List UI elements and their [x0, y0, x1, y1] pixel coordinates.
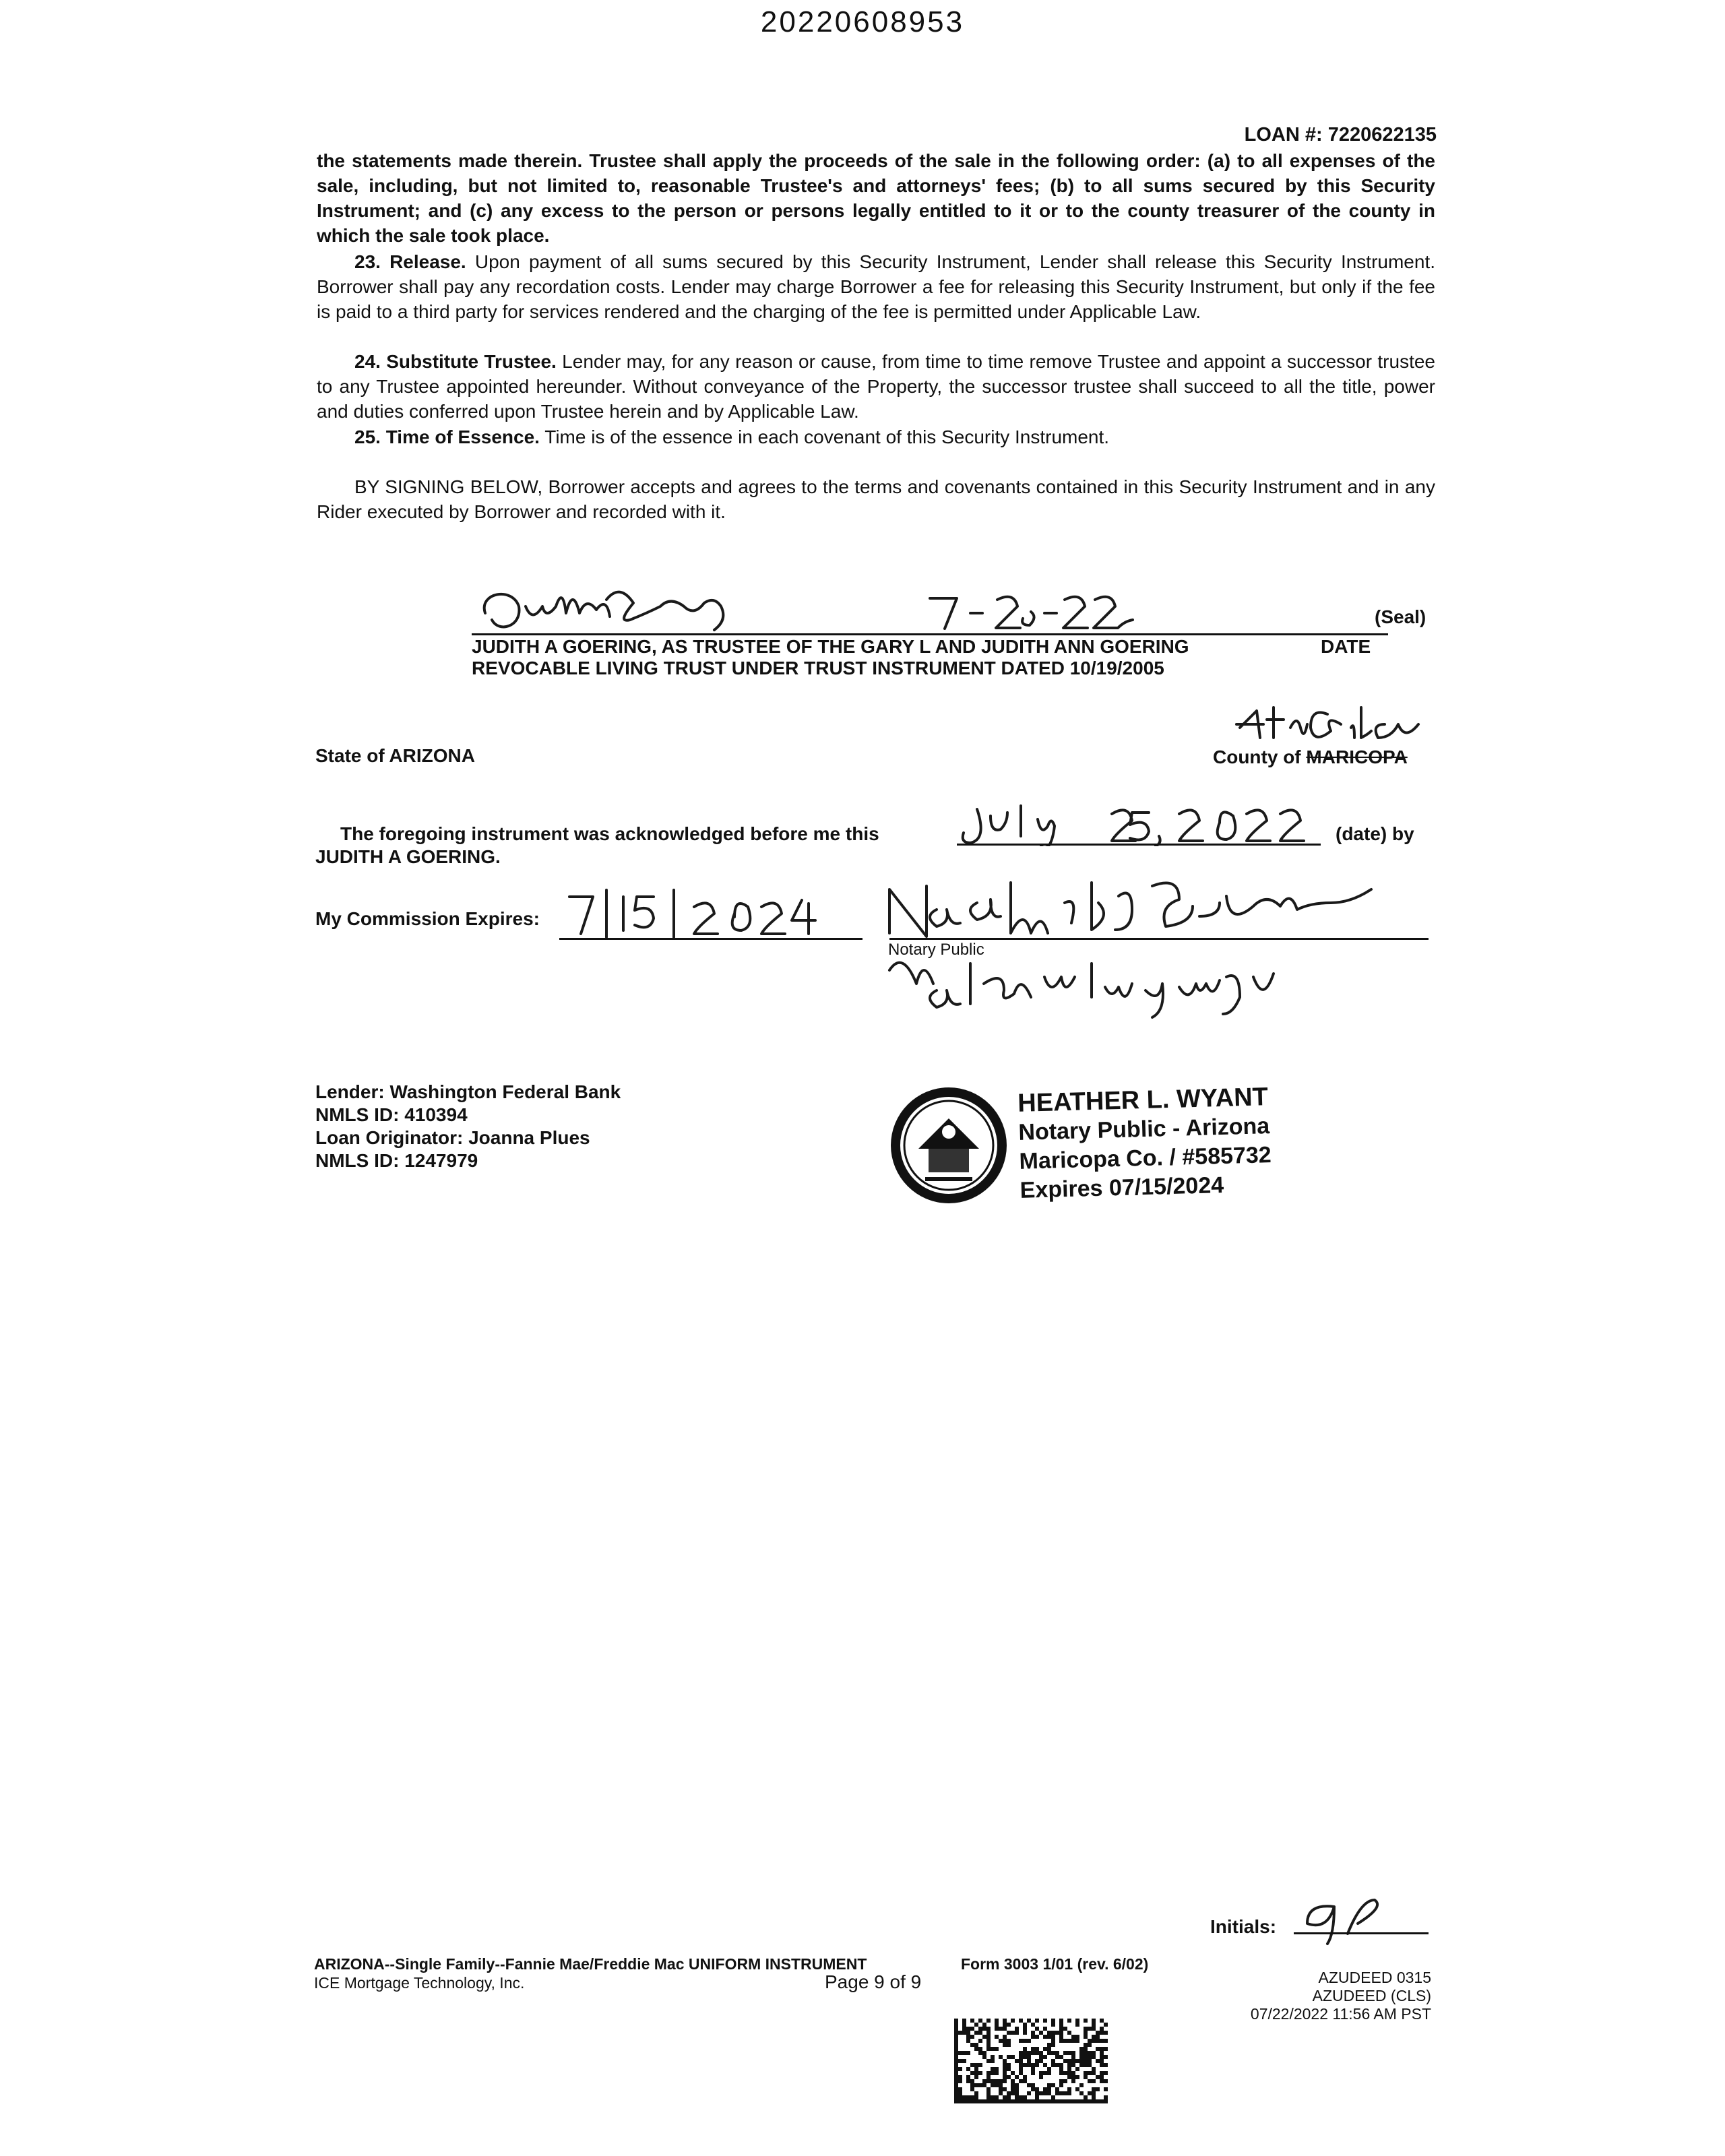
lender-nmls: NMLS ID: 410394	[315, 1104, 468, 1125]
section-24-text: Lender may, for any reason or cause, from time to time remove Trustee and appoint a successor trustee to any Trustee appointed hereunder. Without conveyance of the Property, the successor trustee shall succeed to all the title, power and duties conferred upon Trustee herein and by Applicable Law.	[317, 351, 1435, 422]
section-23-heading: 23. Release.	[354, 251, 466, 272]
section-25-time-of-essence	[317, 424, 1435, 449]
section-23-release	[317, 249, 1435, 324]
form-title: ARIZONA--Single Family--Fannie Mae/Freddie Mac UNIFORM INSTRUMENT	[314, 1955, 867, 1973]
section-24-substitute-trustee	[317, 349, 1435, 424]
borrower-signature-line	[472, 633, 1388, 635]
stamp-notary-name: HEATHER L. WYANT	[1017, 1083, 1269, 1118]
county-handwriting-image	[1233, 701, 1435, 748]
stamp-expires: Expires 07/15/2024	[1020, 1172, 1224, 1203]
county-struck-value: MARICOPA	[1306, 747, 1408, 767]
commission-date-handwritten	[559, 887, 856, 941]
date-label: DATE	[1321, 636, 1371, 657]
paragraph-sale-proceeds: the statements made therein. Trustee shall apply the proceeds of the sale in the following order: (a) to all expenses of the sale, including, but not limited to, reasonable Trustee's and attorneys' fees; (b) to all sums secured by this Security Instrument; and (c) any excess to the person or persons legally entitled to it or to the county treasurer of the county in which the sale took place.	[317, 150, 1435, 246]
lender-info	[315, 1081, 621, 1172]
barcode-icon	[954, 2019, 1109, 2103]
signing-statement	[317, 474, 1435, 524]
notary-signature-line	[889, 938, 1429, 940]
section-25-text: Time is of the essence in each covenant of this Security Instrument.	[544, 426, 1110, 447]
seal-label: (Seal)	[1375, 606, 1426, 627]
county-field	[1213, 747, 1408, 768]
signer-name-line1: JUDITH A GOERING, AS TRUSTEE OF THE GARY L AND JUDITH ANN GOERING	[472, 636, 1189, 657]
acknowledgment-date-underline	[957, 844, 1321, 846]
section-24-heading: 24. Substitute Trustee.	[354, 351, 557, 372]
lender-name: Lender: Washington Federal Bank	[315, 1081, 621, 1102]
notary-public-label: Notary Public	[888, 941, 984, 959]
acknowledgment-date-line	[957, 844, 1321, 846]
initials-line	[1294, 1932, 1429, 1934]
borrower-signature-area	[472, 579, 1388, 636]
initials-handwritten	[1294, 1893, 1429, 1947]
commission-date-image	[559, 887, 856, 941]
signing-text: BY SIGNING BELOW, Borrower accepts and agrees to the terms and covenants contained in this Security Instrument and in any Rider executed by Borrower and recorded with it.	[317, 476, 1435, 522]
notary-state: State of ARIZONA	[315, 745, 475, 766]
acknowledgment-date-handwritten	[957, 799, 1334, 846]
stamp-title: Notary Public - Arizona	[1017, 1113, 1270, 1145]
signer-name-line2: REVOCABLE LIVING TRUST UNDER TRUST INSTRUMENT DATED 10/19/2005	[472, 658, 1164, 678]
document-code-1: AZUDEED 0315	[1318, 1969, 1431, 1986]
initials-label: Initials:	[1210, 1916, 1277, 1937]
borrower-signature-image	[472, 579, 1388, 636]
stamp-county-commission: Maricopa Co. / #585732	[1019, 1142, 1272, 1174]
section-25-heading: 25. Time of Essence.	[354, 426, 540, 447]
originator-nmls: NMLS ID: 1247979	[315, 1150, 478, 1171]
vendor-name: ICE Mortgage Technology, Inc.	[314, 1974, 525, 1992]
notary-stamp-text	[1017, 1083, 1273, 1205]
form-number: Form 3003 1/01 (rev. 6/02)	[961, 1955, 1149, 1973]
county-handwritten-correction	[1233, 701, 1435, 748]
notary-seal-icon	[888, 1085, 1009, 1206]
initials-image	[1294, 1893, 1429, 1947]
document-codes	[1251, 1969, 1431, 2023]
page-number: Page 9 of 9	[825, 1971, 922, 1992]
loan-number: LOAN #: 7220622135	[1244, 124, 1437, 146]
commission-label: My Commission Expires:	[315, 908, 540, 929]
acknowledgment-date-image	[957, 799, 1334, 846]
document-code-2: AZUDEED (CLS)	[1312, 1987, 1431, 2004]
date-by-label: (date) by	[1336, 823, 1414, 844]
loan-originator: Loan Originator: Joanna Plues	[315, 1127, 590, 1148]
acknowledged-name: JUDITH A GOERING.	[315, 846, 501, 867]
commission-line	[559, 938, 862, 940]
county-label: County of	[1213, 747, 1301, 767]
recording-number: 20220608953	[760, 5, 965, 38]
section-23-text: Upon payment of all sums secured by this Security Instrument, Lender shall release this Security Instrument. Borrower shall pay any recordation costs. Lender may charge Borrower a fee for releasing this Security Instrument, but only if the fee is paid to a third party for services rendered and the charging of the fee is permitted under Applicable Law.	[317, 251, 1436, 322]
acknowledgment-text: The foregoing instrument was acknowledged before me this	[340, 823, 879, 844]
document-timestamp: 07/22/2022 11:56 AM PST	[1250, 2005, 1431, 2023]
